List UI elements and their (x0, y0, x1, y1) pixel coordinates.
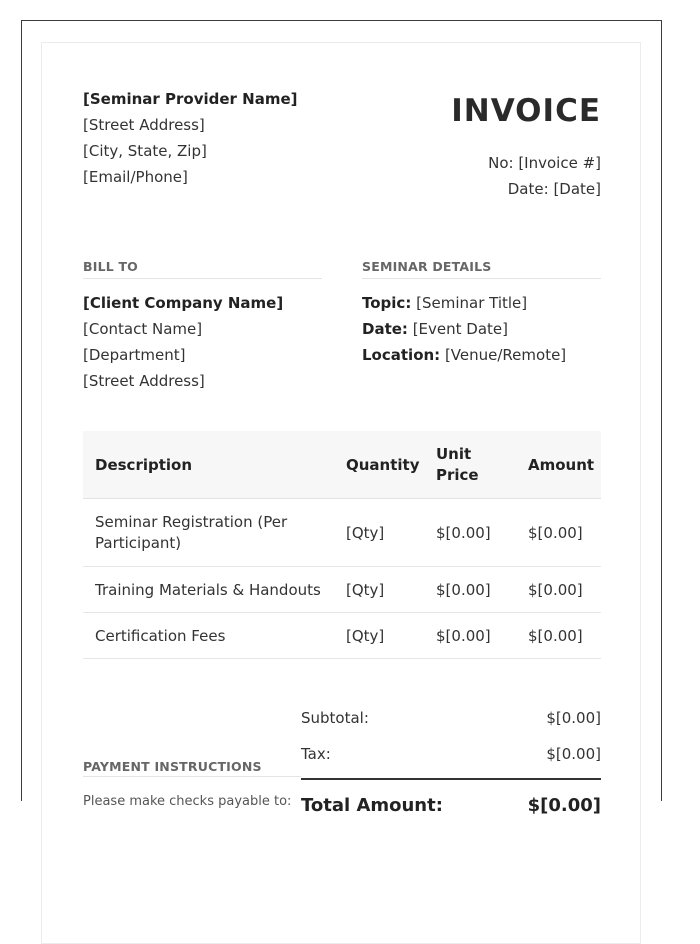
client-contact: [Contact Name] (83, 320, 203, 338)
row-unit-price: $[0.00] (436, 627, 491, 645)
seminar-topic-label: Topic: (362, 294, 412, 312)
provider-street: [Street Address] (83, 116, 205, 134)
header-unit-price: Unit Price (436, 445, 479, 484)
invoice-date-label: Date: (507, 180, 549, 198)
subtotal-value: $[0.00] (546, 709, 601, 727)
bill-to-heading: BILL TO (83, 259, 139, 274)
provider-contact: [Email/Phone] (83, 168, 188, 186)
tax-value: $[0.00] (546, 745, 601, 763)
header-quantity: Quantity (346, 456, 420, 474)
total-label: Total Amount: (301, 795, 443, 816)
invoice-title: INVOICE (451, 93, 601, 129)
seminar-details-divider (362, 278, 601, 279)
total-value: $[0.00] (527, 795, 601, 816)
row-amount: $[0.00] (528, 581, 583, 599)
provider-name: [Seminar Provider Name] (83, 90, 298, 108)
seminar-date-value: [Event Date] (412, 320, 508, 338)
seminar-location-label: Location: (362, 346, 441, 364)
table-row (83, 499, 601, 567)
row-quantity: [Qty] (346, 524, 385, 542)
seminar-topic-line (362, 290, 566, 316)
client-company: [Client Company Name] (83, 294, 284, 312)
client-department: [Department] (83, 346, 186, 364)
total-row (301, 794, 601, 818)
tax-label: Tax: (301, 745, 331, 763)
tax-row (301, 744, 601, 764)
invoice-meta (488, 150, 601, 202)
row-amount: $[0.00] (528, 627, 583, 645)
invoice-date-line (488, 176, 601, 202)
seminar-details-block (362, 290, 566, 368)
document-viewport (21, 20, 662, 816)
header-amount: Amount (528, 456, 595, 474)
subtotal-label: Subtotal: (301, 709, 369, 727)
invoice-page (41, 42, 641, 944)
header-description: Description (95, 456, 193, 474)
row-quantity: [Qty] (346, 627, 385, 645)
row-unit-price: $[0.00] (436, 524, 491, 542)
row-description: Seminar Registration (Per Participant) (95, 513, 288, 552)
subtotal-row (301, 708, 601, 728)
row-amount: $[0.00] (528, 524, 583, 542)
provider-block (83, 86, 298, 190)
payment-instructions-text: Please make checks payable to: (83, 794, 292, 809)
provider-city: [City, State, Zip] (83, 142, 207, 160)
row-description: Certification Fees (95, 627, 226, 645)
table-header (83, 431, 601, 499)
row-quantity: [Qty] (346, 581, 385, 599)
bill-to-divider (83, 278, 322, 279)
seminar-location-value: [Venue/Remote] (444, 346, 567, 364)
invoice-number-label: No: (488, 154, 514, 172)
payment-instructions-heading: PAYMENT INSTRUCTIONS (83, 759, 262, 774)
table-row (83, 613, 601, 659)
seminar-date-label: Date: (362, 320, 408, 338)
table-row (83, 567, 601, 613)
invoice-number-value: [Invoice #] (518, 154, 601, 172)
row-unit-price: $[0.00] (436, 581, 491, 599)
invoice-number-line (488, 150, 601, 176)
payment-instructions-divider (83, 776, 301, 777)
seminar-date-line (362, 316, 566, 342)
seminar-topic-value: [Seminar Title] (416, 294, 528, 312)
bill-to-block (83, 290, 283, 394)
seminar-location-line (362, 342, 566, 368)
row-description: Training Materials & Handouts (95, 581, 321, 599)
invoice-date-value: [Date] (553, 180, 601, 198)
client-street: [Street Address] (83, 372, 205, 390)
seminar-details-heading: SEMINAR DETAILS (362, 259, 492, 274)
totals-divider (301, 778, 601, 780)
